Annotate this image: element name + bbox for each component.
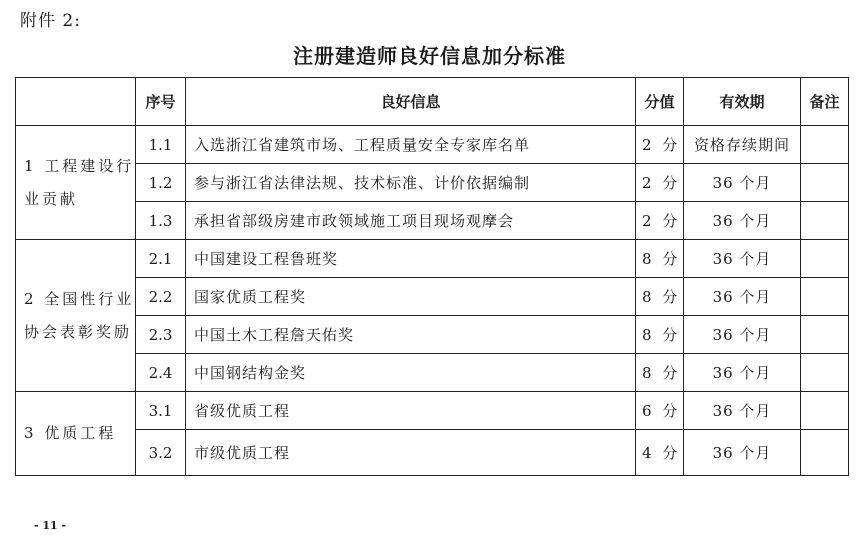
table-row (16, 202, 849, 240)
row-remark (801, 316, 849, 354)
category-cell: 2 全国性行业协会表彰奖励 (16, 240, 136, 392)
row-info: 国家优质工程奖 (186, 278, 636, 316)
row-info: 省级优质工程 (186, 392, 636, 430)
row-number: 2.3 (136, 316, 186, 354)
row-score: 8 分 (636, 278, 684, 316)
table-row (16, 430, 849, 476)
row-score: 2 分 (636, 164, 684, 202)
row-info: 市级优质工程 (186, 430, 636, 476)
row-validity: 资格存续期间 (684, 126, 801, 164)
row-score: 8 分 (636, 240, 684, 278)
page-title: 注册建造师良好信息加分标准 (293, 44, 566, 68)
table-row (16, 126, 849, 164)
criteria-table (15, 77, 849, 476)
row-validity: 36 个月 (684, 392, 801, 430)
row-validity: 36 个月 (684, 278, 801, 316)
table-row (16, 278, 849, 316)
row-info: 承担省部级房建市政领域施工项目现场观摩会 (186, 202, 636, 240)
row-validity: 36 个月 (684, 164, 801, 202)
row-number: 2.4 (136, 354, 186, 392)
table-row (16, 392, 849, 430)
row-score: 6 分 (636, 392, 684, 430)
row-score: 8 分 (636, 354, 684, 392)
row-validity: 36 个月 (684, 202, 801, 240)
row-remark (801, 430, 849, 476)
row-remark (801, 126, 849, 164)
table-row (16, 240, 849, 278)
header-remark: 备注 (801, 78, 849, 126)
attachment-label: 附件 2: (20, 11, 81, 31)
row-score: 4 分 (636, 430, 684, 476)
row-number: 3.1 (136, 392, 186, 430)
row-score: 2 分 (636, 202, 684, 240)
header-info: 良好信息 (186, 78, 636, 126)
row-remark (801, 392, 849, 430)
header-score: 分值 (636, 78, 684, 126)
table-row (16, 164, 849, 202)
row-number: 1.2 (136, 164, 186, 202)
row-number: 3.2 (136, 430, 186, 476)
row-info: 中国土木工程詹天佑奖 (186, 316, 636, 354)
category-cell: 3 优质工程 (16, 392, 136, 476)
table-row (16, 354, 849, 392)
row-validity: 36 个月 (684, 354, 801, 392)
row-number: 1.3 (136, 202, 186, 240)
row-remark (801, 278, 849, 316)
row-info: 参与浙江省法律法规、技术标准、计价依据编制 (186, 164, 636, 202)
table-header-row (16, 78, 849, 126)
row-validity: 36 个月 (684, 316, 801, 354)
category-cell: 1 工程建设行业贡献 (16, 126, 136, 240)
row-validity: 36 个月 (684, 430, 801, 476)
table-row (16, 316, 849, 354)
row-validity: 36 个月 (684, 240, 801, 278)
row-number: 1.1 (136, 126, 186, 164)
row-score: 8 分 (636, 316, 684, 354)
page-number: - 11 - (34, 519, 67, 532)
row-remark (801, 354, 849, 392)
row-remark (801, 164, 849, 202)
row-score: 2 分 (636, 126, 684, 164)
row-remark (801, 202, 849, 240)
row-remark (801, 240, 849, 278)
header-validity: 有效期 (684, 78, 801, 126)
row-info: 中国建设工程鲁班奖 (186, 240, 636, 278)
row-info: 中国钢结构金奖 (186, 354, 636, 392)
header-number: 序号 (136, 78, 186, 126)
row-number: 2.2 (136, 278, 186, 316)
row-number: 2.1 (136, 240, 186, 278)
row-info: 入选浙江省建筑市场、工程质量安全专家库名单 (186, 126, 636, 164)
header-category (16, 78, 136, 126)
